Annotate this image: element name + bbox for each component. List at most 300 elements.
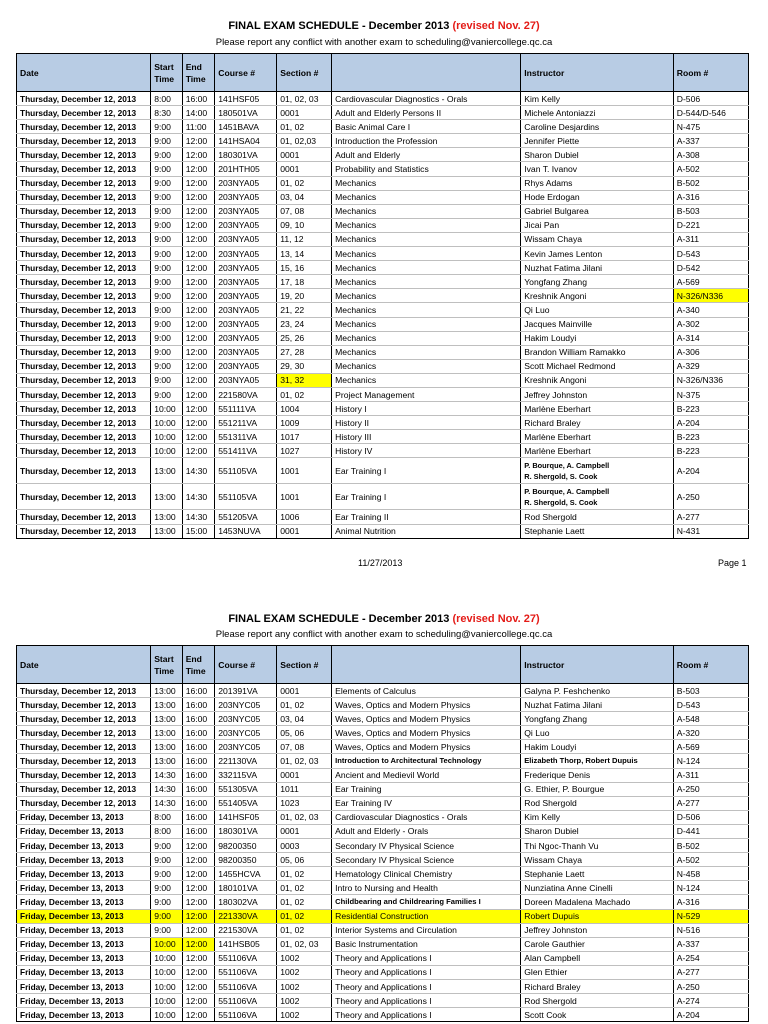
table-row: [17, 726, 749, 740]
cell-start: 9:00: [151, 895, 183, 909]
cell-room: D-506: [673, 92, 748, 106]
cell-start: 8:30: [151, 106, 183, 120]
cell-title: Mechanics: [332, 232, 521, 246]
cell-start: 13:00: [151, 524, 183, 538]
cell-course: 551106VA: [215, 994, 277, 1008]
cell-section: 01, 02: [277, 698, 332, 712]
cell-end: 12:00: [182, 148, 215, 162]
cell-course: 141HSF05: [215, 810, 277, 824]
cell-title: Mechanics: [332, 331, 521, 345]
table-row: [17, 176, 749, 190]
cell-title: Introduction to Architectural Technology: [332, 754, 521, 768]
cell-date: Friday, December 13, 2013: [17, 824, 151, 838]
cell-instructor: Gabriel Bulgarea: [521, 204, 674, 218]
cell-title: Animal Nutrition: [332, 524, 521, 538]
cell-title: Waves, Optics and Modern Physics: [332, 740, 521, 754]
cell-room: A-204: [673, 1008, 748, 1022]
table-row: [17, 387, 749, 401]
cell-date: Thursday, December 12, 2013: [17, 345, 151, 359]
cell-date: Thursday, December 12, 2013: [17, 120, 151, 134]
cell-section: 01, 02,03: [277, 134, 332, 148]
cell-instructor: [521, 458, 674, 484]
cell-date: Thursday, December 12, 2013: [17, 387, 151, 401]
cell-section: 25, 26: [277, 331, 332, 345]
cell-room: B-223: [673, 444, 748, 458]
cell-course: 551211VA: [215, 416, 277, 430]
cell-section: 1002: [277, 1008, 332, 1022]
cell-end: 12:00: [182, 176, 215, 190]
cell-end: 14:30: [182, 510, 215, 524]
schedule-table: [16, 53, 749, 539]
cell-instructor: Jennifer Piette: [521, 134, 674, 148]
cell-course: 203NYA05: [215, 275, 277, 289]
cell-title: History IV: [332, 444, 521, 458]
table-row: [17, 218, 749, 232]
cell-instructor: Thi Ngoc-Thanh Vu: [521, 839, 674, 853]
cell-end: 16:00: [182, 824, 215, 838]
table-row: [17, 867, 749, 881]
cell-title: Mechanics: [332, 289, 521, 303]
cell-date: Thursday, December 12, 2013: [17, 430, 151, 444]
cell-date: Friday, December 13, 2013: [17, 881, 151, 895]
cell-title: Ear Training IV: [332, 796, 521, 810]
cell-date: Thursday, December 12, 2013: [17, 740, 151, 754]
cell-room: B-223: [673, 402, 748, 416]
cell-course: 551106VA: [215, 1008, 277, 1022]
cell-end: 12:00: [182, 331, 215, 345]
cell-title: Mechanics: [332, 317, 521, 331]
cell-course: 180301VA: [215, 148, 277, 162]
cell-room: N-529: [673, 909, 748, 923]
cell-room: A-302: [673, 317, 748, 331]
cell-title: Ear Training I: [332, 458, 521, 484]
cell-title: Ear Training: [332, 782, 521, 796]
cell-start: 10:00: [151, 430, 183, 444]
cell-section: 1002: [277, 965, 332, 979]
cell-end: 16:00: [182, 712, 215, 726]
table-row: [17, 881, 749, 895]
cell-end: 16:00: [182, 796, 215, 810]
cell-title: Waves, Optics and Modern Physics: [332, 698, 521, 712]
cell-start: 9:00: [151, 359, 183, 373]
cell-instructor: Kevin James Lenton: [521, 247, 674, 261]
cell-start: 9:00: [151, 176, 183, 190]
cell-title: Theory and Applications I: [332, 979, 521, 993]
cell-date: Friday, December 13, 2013: [17, 951, 151, 965]
cell-end: 12:00: [182, 979, 215, 993]
cell-date: Thursday, December 12, 2013: [17, 768, 151, 782]
cell-title: Mechanics: [332, 261, 521, 275]
cell-end: 12:00: [182, 1008, 215, 1022]
cell-section: 01, 02: [277, 176, 332, 190]
table-row: [17, 430, 749, 444]
cell-end: 12:00: [182, 444, 215, 458]
cell-room: A-277: [673, 796, 748, 810]
cell-room: N-124: [673, 881, 748, 895]
title-text: FINAL EXAM SCHEDULE - December 2013: [228, 20, 453, 32]
column-header-end: End Time: [182, 646, 215, 684]
cell-date: Thursday, December 12, 2013: [17, 416, 151, 430]
cell-title: Elements of Calculus: [332, 684, 521, 698]
cell-title: Basic Animal Care I: [332, 120, 521, 134]
cell-course: 203NYA05: [215, 247, 277, 261]
cell-section: 01, 02: [277, 923, 332, 937]
cell-end: 12:00: [182, 345, 215, 359]
column-header-room: Room #: [673, 646, 748, 684]
cell-title: Mechanics: [332, 218, 521, 232]
cell-end: 16:00: [182, 92, 215, 106]
column-header-course: Course #: [215, 54, 277, 92]
cell-date: Thursday, December 12, 2013: [17, 247, 151, 261]
cell-room: A-277: [673, 965, 748, 979]
cell-end: 12:00: [182, 867, 215, 881]
cell-section: 01, 02, 03: [277, 754, 332, 768]
cell-start: 13:00: [151, 510, 183, 524]
cell-title: Secondary IV Physical Science: [332, 853, 521, 867]
cell-start: 9:00: [151, 853, 183, 867]
cell-section: 01, 02, 03: [277, 937, 332, 951]
cell-date: Thursday, December 12, 2013: [17, 524, 151, 538]
cell-room: A-254: [673, 951, 748, 965]
cell-section: 0001: [277, 824, 332, 838]
cell-section: 0001: [277, 768, 332, 782]
cell-course: 1451BAVA: [215, 120, 277, 134]
cell-end: 14:30: [182, 458, 215, 484]
cell-start: 9:00: [151, 148, 183, 162]
cell-date: Thursday, December 12, 2013: [17, 92, 151, 106]
cell-section: 1023: [277, 796, 332, 810]
table-row: [17, 92, 749, 106]
cell-section: 1002: [277, 979, 332, 993]
cell-start: 10:00: [151, 951, 183, 965]
cell-title: Waves, Optics and Modern Physics: [332, 726, 521, 740]
cell-section: 0001: [277, 684, 332, 698]
cell-end: 12:00: [182, 839, 215, 853]
cell-end: 12:00: [182, 134, 215, 148]
column-header-section: Section #: [277, 54, 332, 92]
cell-date: Thursday, December 12, 2013: [17, 402, 151, 416]
cell-date: Friday, December 13, 2013: [17, 923, 151, 937]
cell-title: Adult and Elderly - Orals: [332, 824, 521, 838]
cell-section: 07, 08: [277, 204, 332, 218]
table-row: [17, 923, 749, 937]
cell-section: 1004: [277, 402, 332, 416]
table-row: [17, 120, 749, 134]
cell-title: Basic Instrumentation: [332, 937, 521, 951]
cell-section: 31, 32: [277, 373, 332, 387]
table-row: [17, 810, 749, 824]
table-row: [17, 359, 749, 373]
cell-end: 12:00: [182, 359, 215, 373]
table-row: [17, 951, 749, 965]
cell-room: N-375: [673, 387, 748, 401]
cell-date: Friday, December 13, 2013: [17, 994, 151, 1008]
table-header-row: [17, 646, 749, 684]
cell-room: D-543: [673, 698, 748, 712]
cell-course: 203NYA05: [215, 204, 277, 218]
table-row: [17, 402, 749, 416]
cell-start: 10:00: [151, 994, 183, 1008]
cell-course: 201391VA: [215, 684, 277, 698]
table-row: [17, 289, 749, 303]
cell-date: Thursday, December 12, 2013: [17, 359, 151, 373]
cell-start: 13:00: [151, 726, 183, 740]
cell-start: 13:00: [151, 754, 183, 768]
instructor-line: R. Shergold, S. Cook: [524, 471, 598, 481]
table-row: [17, 698, 749, 712]
cell-start: 9:00: [151, 867, 183, 881]
cell-room: A-329: [673, 359, 748, 373]
cell-end: 16:00: [182, 754, 215, 768]
cell-title: Childbearing and Childrearing Families I: [332, 895, 521, 909]
table-row: [17, 416, 749, 430]
cell-course: 1455HCVA: [215, 867, 277, 881]
cell-start: 9:00: [151, 373, 183, 387]
cell-start: 14:30: [151, 768, 183, 782]
table-row: [17, 148, 749, 162]
column-header-date: Date: [17, 54, 151, 92]
column-header-instructor: Instructor: [521, 646, 674, 684]
cell-title: Mechanics: [332, 190, 521, 204]
cell-room: A-548: [673, 712, 748, 726]
cell-end: 12:00: [182, 232, 215, 246]
cell-instructor: Galyna P. Feshchenko: [521, 684, 674, 698]
table-row: [17, 232, 749, 246]
cell-instructor: Jacques Mainville: [521, 317, 674, 331]
table-row: [17, 317, 749, 331]
table-row: [17, 994, 749, 1008]
cell-course: 551111VA: [215, 402, 277, 416]
revised-note: (revised Nov. 27): [452, 20, 540, 32]
table-row: [17, 204, 749, 218]
column-header-date: Date: [17, 646, 151, 684]
cell-instructor: Glen Ethier: [521, 965, 674, 979]
cell-course: 221330VA: [215, 909, 277, 923]
cell-start: 13:00: [151, 698, 183, 712]
cell-course: 221580VA: [215, 387, 277, 401]
table-row: [17, 824, 749, 838]
cell-section: 1027: [277, 444, 332, 458]
cell-section: 15, 16: [277, 261, 332, 275]
table-row: [17, 373, 749, 387]
cell-end: 15:00: [182, 524, 215, 538]
table-row: [17, 853, 749, 867]
cell-start: 9:00: [151, 120, 183, 134]
cell-room: N-516: [673, 923, 748, 937]
cell-course: 203NYA05: [215, 289, 277, 303]
cell-room: N-124: [673, 754, 748, 768]
cell-room: A-337: [673, 937, 748, 951]
footer-page: Page 1: [718, 558, 747, 568]
cell-instructor: Jeffrey Johnston: [521, 387, 674, 401]
cell-date: Friday, December 13, 2013: [17, 965, 151, 979]
cell-end: 12:00: [182, 909, 215, 923]
cell-course: 98200350: [215, 853, 277, 867]
cell-section: 1009: [277, 416, 332, 430]
cell-title: Mechanics: [332, 345, 521, 359]
cell-instructor: Rod Shergold: [521, 510, 674, 524]
cell-end: 12:00: [182, 190, 215, 204]
cell-instructor: Michele Antoniazzi: [521, 106, 674, 120]
cell-end: 12:00: [182, 937, 215, 951]
cell-instructor: Stephanie Laett: [521, 867, 674, 881]
cell-instructor: Carole Gauthier: [521, 937, 674, 951]
cell-end: 12:00: [182, 303, 215, 317]
cell-instructor: Frederique Denis: [521, 768, 674, 782]
cell-course: 203NYA05: [215, 261, 277, 275]
cell-start: 10:00: [151, 937, 183, 951]
cell-room: N-326/N336: [673, 289, 748, 303]
cell-instructor: Jeffrey Johnston: [521, 923, 674, 937]
cell-start: 8:00: [151, 92, 183, 106]
cell-title: Theory and Applications I: [332, 965, 521, 979]
cell-date: Friday, December 13, 2013: [17, 909, 151, 923]
cell-end: 16:00: [182, 768, 215, 782]
cell-title: Mechanics: [332, 359, 521, 373]
cell-course: 551106VA: [215, 979, 277, 993]
cell-course: 141HSB05: [215, 937, 277, 951]
table-row: [17, 162, 749, 176]
cell-date: Thursday, December 12, 2013: [17, 134, 151, 148]
cell-section: 09, 10: [277, 218, 332, 232]
cell-date: Friday, December 13, 2013: [17, 867, 151, 881]
cell-instructor: Robert Dupuis: [521, 909, 674, 923]
cell-date: Thursday, December 12, 2013: [17, 275, 151, 289]
cell-instructor: Richard Braley: [521, 416, 674, 430]
table-row: [17, 345, 749, 359]
cell-title: History II: [332, 416, 521, 430]
table-row: [17, 909, 749, 923]
cell-room: D-221: [673, 218, 748, 232]
footer-date: 11/27/2013: [358, 558, 403, 568]
cell-start: 9:00: [151, 923, 183, 937]
cell-title: Mechanics: [332, 247, 521, 261]
cell-room: A-204: [673, 416, 748, 430]
cell-start: 13:00: [151, 484, 183, 510]
cell-start: 8:00: [151, 824, 183, 838]
cell-course: 1453NUVA: [215, 524, 277, 538]
cell-section: 05, 06: [277, 853, 332, 867]
cell-section: 0001: [277, 162, 332, 176]
cell-room: A-311: [673, 768, 748, 782]
cell-course: 221530VA: [215, 923, 277, 937]
column-header-end: End Time: [182, 54, 215, 92]
cell-start: 9:00: [151, 134, 183, 148]
cell-section: 0001: [277, 106, 332, 120]
cell-date: Thursday, December 12, 2013: [17, 148, 151, 162]
cell-instructor: Marlène Eberhart: [521, 430, 674, 444]
cell-start: 9:00: [151, 247, 183, 261]
cell-date: Thursday, December 12, 2013: [17, 698, 151, 712]
cell-instructor: G. Ethier, P. Bourgue: [521, 782, 674, 796]
cell-instructor: Jicai Pan: [521, 218, 674, 232]
cell-room: N-458: [673, 867, 748, 881]
cell-section: 27, 28: [277, 345, 332, 359]
table-row: [17, 782, 749, 796]
cell-title: Interior Systems and Circulation: [332, 923, 521, 937]
page-title: [0, 613, 768, 625]
cell-instructor: Hakim Loudyi: [521, 331, 674, 345]
table-row: [17, 839, 749, 853]
cell-course: 332115VA: [215, 768, 277, 782]
cell-section: 0003: [277, 839, 332, 853]
cell-room: A-250: [673, 979, 748, 993]
cell-room: N-431: [673, 524, 748, 538]
cell-title: Introduction the Profession: [332, 134, 521, 148]
cell-date: Thursday, December 12, 2013: [17, 176, 151, 190]
cell-start: 9:00: [151, 162, 183, 176]
page-subtitle: Please report any conflict with another exam to scheduling@vaniercollege.qc.ca: [215, 629, 553, 640]
cell-instructor: Stephanie Laett: [521, 524, 674, 538]
cell-course: 203NYC05: [215, 698, 277, 712]
cell-date: Thursday, December 12, 2013: [17, 796, 151, 810]
cell-end: 16:00: [182, 810, 215, 824]
cell-title: History I: [332, 402, 521, 416]
cell-room: A-320: [673, 726, 748, 740]
cell-start: 10:00: [151, 1008, 183, 1022]
cell-course: 98200350: [215, 839, 277, 853]
cell-instructor: Scott Cook: [521, 1008, 674, 1022]
cell-end: 11:00: [182, 120, 215, 134]
column-header-room: Room #: [673, 54, 748, 92]
cell-date: Thursday, December 12, 2013: [17, 261, 151, 275]
cell-end: 12:00: [182, 402, 215, 416]
cell-instructor: Kim Kelly: [521, 92, 674, 106]
cell-course: 180302VA: [215, 895, 277, 909]
cell-start: 14:30: [151, 796, 183, 810]
cell-room: D-506: [673, 810, 748, 824]
cell-instructor: Nuzhat Fatima Jilani: [521, 698, 674, 712]
cell-room: A-274: [673, 994, 748, 1008]
table-row: [17, 275, 749, 289]
cell-date: Thursday, December 12, 2013: [17, 218, 151, 232]
cell-title: Cardiovascular Diagnostics - Orals: [332, 92, 521, 106]
cell-instructor: Elizabeth Thorp, Robert Dupuis: [521, 754, 674, 768]
cell-end: 12:00: [182, 204, 215, 218]
cell-date: Thursday, December 12, 2013: [17, 331, 151, 345]
cell-title: Residential Construction: [332, 909, 521, 923]
cell-date: Thursday, December 12, 2013: [17, 782, 151, 796]
cell-instructor: Richard Braley: [521, 979, 674, 993]
cell-date: Thursday, December 12, 2013: [17, 444, 151, 458]
cell-date: Thursday, December 12, 2013: [17, 458, 151, 484]
cell-section: 19, 20: [277, 289, 332, 303]
cell-start: 9:00: [151, 190, 183, 204]
cell-instructor: Doreen Madalena Machado: [521, 895, 674, 909]
table-row: [17, 303, 749, 317]
cell-course: 203NYA05: [215, 345, 277, 359]
column-header-title: [332, 646, 521, 684]
cell-instructor: Qi Luo: [521, 726, 674, 740]
cell-start: 10:00: [151, 444, 183, 458]
cell-date: Friday, December 13, 2013: [17, 895, 151, 909]
cell-course: 180501VA: [215, 106, 277, 120]
cell-section: 1006: [277, 510, 332, 524]
column-header-title: [332, 54, 521, 92]
cell-room: A-314: [673, 331, 748, 345]
cell-room: D-441: [673, 824, 748, 838]
cell-date: Thursday, December 12, 2013: [17, 754, 151, 768]
cell-section: 11, 12: [277, 232, 332, 246]
column-header-instructor: Instructor: [521, 54, 674, 92]
cell-start: 10:00: [151, 979, 183, 993]
cell-end: 12:00: [182, 289, 215, 303]
cell-instructor: Hakim Loudyi: [521, 740, 674, 754]
cell-start: 10:00: [151, 416, 183, 430]
cell-room: A-250: [673, 782, 748, 796]
cell-course: 551411VA: [215, 444, 277, 458]
cell-start: 9:00: [151, 909, 183, 923]
